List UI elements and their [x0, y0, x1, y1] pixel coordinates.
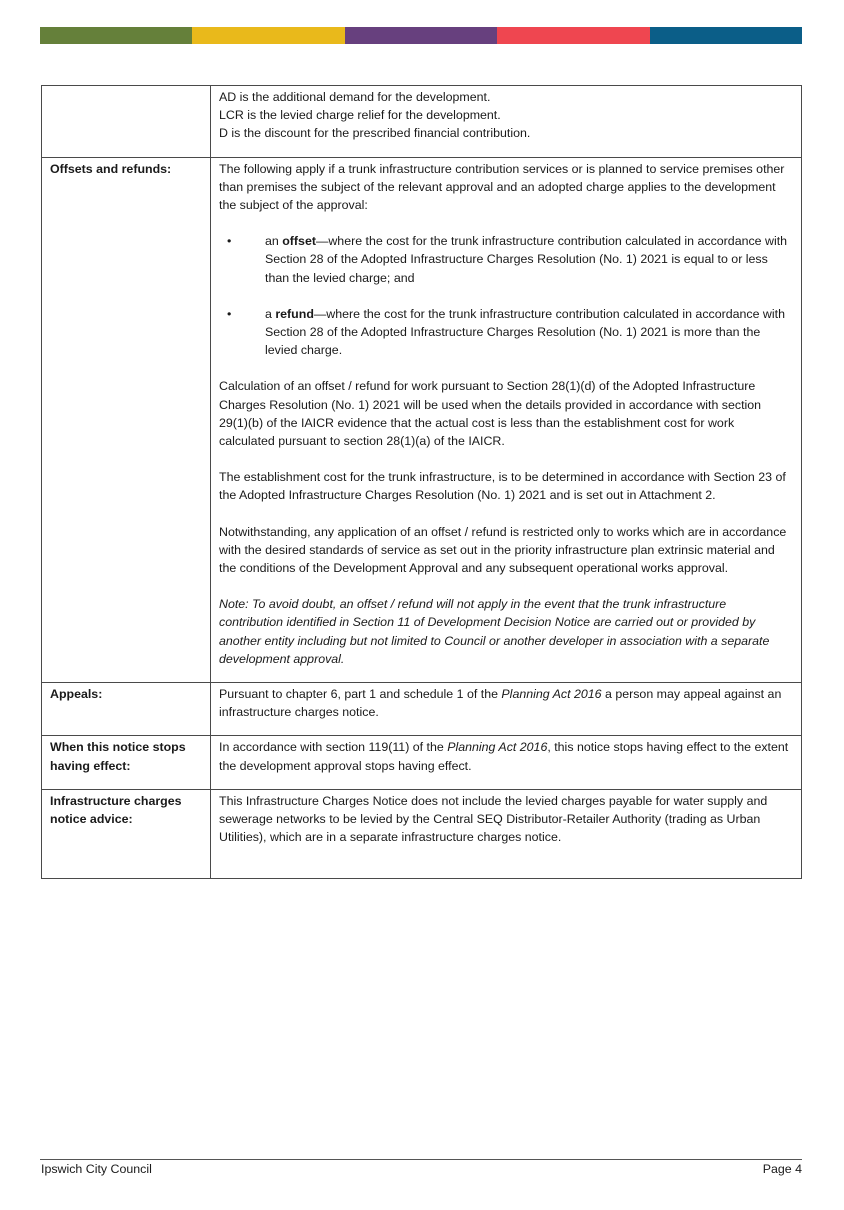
stripe-purple — [345, 27, 497, 44]
appeals-content — [211, 683, 802, 736]
bullet-offset-post: —where the cost for the trunk infrastructure contribution calculated in accordance with Section 28 of the Adopted Infrastructure Charges Resolution (No. 1) 2021 is equal to or less than the levied charge; and — [265, 234, 788, 285]
bullet-refund-pre: a — [265, 306, 276, 321]
table-row-advice — [42, 789, 802, 878]
appeals-label: Appeals: — [42, 683, 211, 736]
calculation-paragraph: Calculation of an offset / refund for work pursuant to Section 28(1)(d) of the Adopted Infrastructure Charges Resolution (No. 1) 2021 will be used when the details provided in accordance with section 29(1)(b) of the IAICR evidence that the actual cost is less than the establishment cost for work calculated pursuant to section 28(1)(a) of the IAICR. — [219, 379, 762, 449]
advice-content: This Infrastructure Charges Notice does not include the levied charges payable for water supply and sewerage networks to be levied by the Central SEQ Distributor-Retailer Authority (trading as Urban Utilities), which are in a separate infrastructure charges notice. — [211, 789, 802, 878]
row-label-empty — [42, 86, 211, 158]
table-row — [42, 86, 802, 158]
footer-divider — [40, 1159, 802, 1160]
bullet-icon: • — [227, 306, 232, 321]
stops-content — [211, 736, 802, 789]
appeals-act-title: Planning Act 2016 — [501, 687, 602, 702]
offsets-note: Note: To avoid doubt, an offset / refund will not apply in the event that the trunk infrastructure contribution identified in Section 11 of Development Decision Notice are carried out or provided by another entity including but not limited to Council or another developer in association with a separate development approval. — [219, 597, 770, 666]
establishment-cost-paragraph: The establishment cost for the trunk infrastructure, is to be determined in accordance with Section 23 of the Adopted Infrastructure Charges Resolution (No. 1) 2021 and is set out in Attachment 2. — [219, 470, 786, 503]
bullet-icon: • — [227, 234, 232, 249]
stops-act-title: Planning Act 2016 — [447, 740, 548, 755]
footer-organisation: Ipswich City Council — [41, 1162, 152, 1176]
definition-lcr: LCR is the levied charge relief for the development. — [219, 108, 501, 123]
brand-color-stripe — [40, 27, 802, 44]
bullet-refund-text — [265, 305, 793, 360]
appeals-text-pre: Pursuant to chapter 6, part 1 and schedule 1 of the — [219, 687, 502, 702]
stripe-yellow — [192, 27, 344, 44]
notwithstanding-paragraph: Notwithstanding, any application of an offset / refund is restricted only to works which are in accordance with the desired standards of service as set out in the priority infrastructure plan extrinsic material and the conditions of the Development Approval and any subsequent operational works approval. — [219, 524, 787, 576]
bullet-offset-pre: an — [265, 234, 283, 249]
bullet-refund-post: —where the cost for the trunk infrastructure contribution calculated in accordance with Section 28 of the Adopted Infrastructure Charges Resolution (No. 1) 2021 is more than the levied charge. — [265, 306, 785, 358]
bullet-refund — [219, 305, 793, 360]
stops-label: When this notice stops having effect: — [42, 736, 211, 789]
offsets-content — [211, 157, 802, 682]
definition-d: D is the discount for the prescribed financial contribution. — [219, 126, 531, 141]
formula-definitions — [211, 86, 802, 158]
table-row-stops — [42, 736, 802, 789]
charges-notice-table — [41, 85, 802, 879]
offsets-label: Offsets and refunds: — [42, 157, 211, 682]
bullet-offset-term: offset — [282, 234, 316, 249]
stripe-red — [497, 27, 649, 44]
advice-label: Infrastructure charges notice advice: — [42, 789, 211, 878]
table-row-appeals — [42, 683, 802, 736]
stripe-green — [40, 27, 192, 44]
stops-text-pre: In accordance with section 119(11) of the — [219, 740, 448, 755]
table-row-offsets — [42, 157, 802, 682]
stops-text-post: , this notice stops having effect to the extent the development approval stops having effect. — [219, 740, 789, 773]
appeals-text-post: a person may appeal against an infrastructure charges notice. — [219, 687, 782, 720]
stripe-blue — [650, 27, 802, 44]
definition-ad: AD is the additional demand for the development. — [219, 90, 491, 104]
footer-page-number: Page 4 — [762, 1162, 802, 1176]
bullet-offset-text — [265, 232, 793, 287]
bullet-offset — [219, 232, 793, 287]
bullet-refund-term: refund — [275, 306, 314, 321]
offsets-intro: The following apply if a trunk infrastructure contribution services or is planned to service premises other than premises the subject of the relevant approval and an adopted charge applies to the development the subject of the approval: — [219, 161, 785, 213]
